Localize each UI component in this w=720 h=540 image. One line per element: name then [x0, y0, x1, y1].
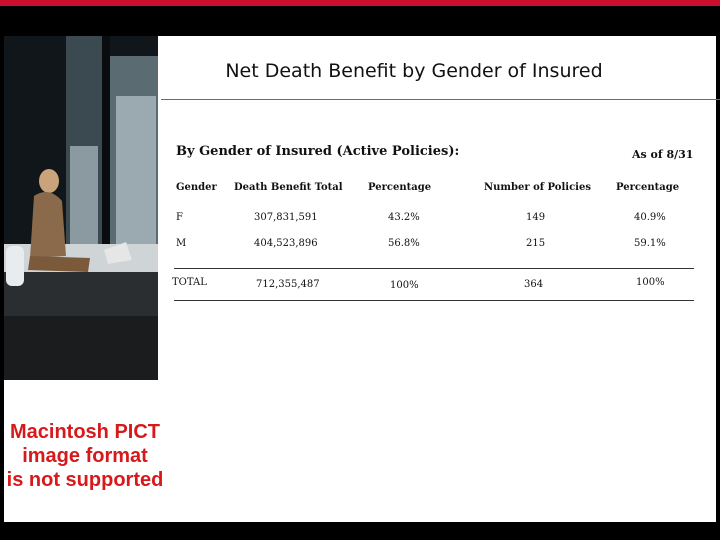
pict-message-line: Macintosh PICT [9, 421, 160, 443]
bottom-black-strip [0, 522, 720, 540]
column-header-number-of-policies: Number of Policies [484, 182, 591, 193]
table-cell: 364 [524, 279, 544, 290]
total-bottom-rule [174, 300, 694, 301]
total-top-rule [174, 268, 694, 269]
table-cell: 307,831,591 [254, 212, 318, 223]
table-cell: 215 [526, 238, 546, 249]
table-cell: 59.1% [634, 238, 666, 249]
table-cell: 56.8% [388, 238, 420, 249]
table-cell: 43.2% [388, 212, 420, 223]
office-photo [4, 36, 158, 380]
table-cell: 100% [390, 280, 419, 291]
table-cell: 404,523,896 [254, 238, 318, 249]
slide-title: Net Death Benefit by Gender of Insured [225, 60, 603, 82]
table-heading: By Gender of Insured (Active Policies): [176, 144, 460, 159]
table-cell: M [176, 238, 187, 249]
as-of-date: As of 8/31 [632, 148, 694, 161]
top-accent-bar [0, 0, 720, 6]
pict-message-line: image format [22, 445, 148, 467]
column-header-policy-percentage: Percentage [616, 182, 680, 193]
pict-message-line: is not supported [6, 469, 164, 491]
table-cell: 712,355,487 [256, 279, 320, 290]
column-header-gender: Gender [176, 182, 217, 193]
table-cell: 40.9% [634, 212, 666, 223]
gender-benefit-table [164, 136, 694, 336]
title-divider [161, 99, 720, 100]
table-cell: F [176, 212, 183, 223]
pict-unsupported-placeholder [4, 380, 166, 532]
column-header-percentage: Percentage [368, 182, 432, 193]
column-header-death-benefit-total: Death Benefit Total [234, 182, 343, 193]
table-cell: 149 [526, 212, 546, 223]
table-cell: 100% [636, 277, 665, 288]
table-cell: TOTAL [172, 277, 207, 288]
